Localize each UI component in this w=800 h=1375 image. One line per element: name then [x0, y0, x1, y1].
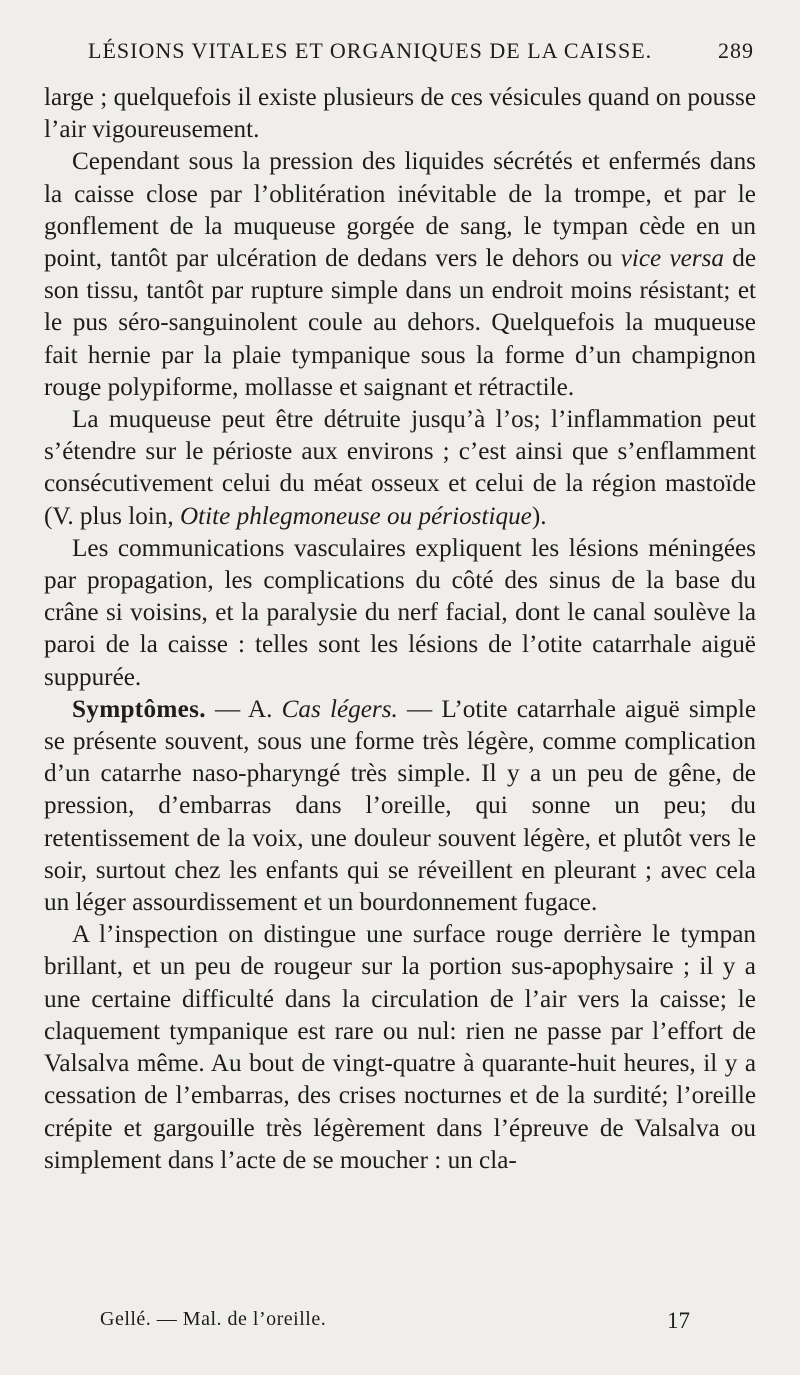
- text-run: de son tissu, tantôt par rupture simple dans un endroit moins résistant; et le pus séro-sanguinolent coule au dehors. Quelquefois la muqueuse fait hernie par la plaie tympanique sous la forme d’un champignon rouge polypiforme, mollasse et saignant et rétractile.: [44, 245, 756, 401]
- paragraph-p1: [44, 82, 756, 146]
- running-head: [88, 38, 754, 70]
- text-run: — L’otite catarrhale aiguë simple se présente souvent, sous une forme très légère, comme complication d’un catarrhe naso-pharyngé très simple. Il y a un peu de gêne, de pression, d’embarras dans l’oreille, qui sonne un peu; du retentissement de la voix, une douleur souvent légère, et plutôt vers le soir, surtout chez les enfants qui se réveillent en pleurant ; avec cela un léger assourdissement et un bourdonnement fugace.: [44, 695, 757, 917]
- text-run: Les communications vasculaires expliquent les lésions méningées par propagation, les complications du côté des sinus de la base du crâne si voisins, et la paralysie du nerf facial, dont le canal soulève la paroi de la caisse : telles sont les lésions de l’otite catarrhale aiguë suppurée.: [44, 534, 756, 691]
- paragraph-p5: [44, 694, 756, 919]
- text-run: Symptômes.: [72, 695, 206, 723]
- body-text: [44, 82, 756, 1177]
- signature-mark: 17: [667, 1308, 690, 1333]
- text-run: large ; quelquefois il existe plusieurs de ces vésicules quand on pousse l’air vigoureusement.: [44, 84, 756, 144]
- paragraph-p6: [44, 919, 756, 1177]
- paragraph-p4: [44, 533, 756, 694]
- page-footer: [100, 1308, 690, 1340]
- text-run: La muqueuse peut être détruite jusqu’à l’os; l’inflammation peut s’étendre sur le périoste aux environs ; c’est ainsi que s’enflamment consécutivement celui du méat osseux et celui de la région mastoïde (V. plus loin,: [44, 406, 756, 530]
- text-run: Cas légers.: [281, 695, 398, 723]
- text-run: Otite phlegmoneuse ou périostique: [179, 502, 532, 530]
- text-run: A l’inspection on distingue une surface rouge derrière le tympan brillant, et un peu de rougeur sur la portion sus-apophysaire ; il y a une certaine difficulté dans la circulation de l’air vers la caisse; le claquement tympanique est rare ou nul: rien ne passe par l’effort de Valsalva même. Au bout de vingt-quatre à quarante-huit heures, il y a cessation de l’embarras, des crises nocturnes et de la surdité; l’oreille crépite et gargouille très légèrement dans l’épreuve de Valsalva ou simplement dans l’acte de se moucher : un cla-: [44, 921, 756, 1174]
- paragraph-p3: [44, 404, 756, 533]
- page-number: 289: [718, 38, 754, 63]
- text-run: Cependant sous la pression des liquides sécrétés et enfermés dans la caisse close par l’oblitération inévitable de la trompe, et par le gonflement de la muqueuse gorgée de sang, le tympan cède en un point, tantôt par ulcération de dedans vers le dehors ou: [44, 148, 756, 273]
- text-run: — A.: [205, 695, 282, 723]
- paragraph-p2: [44, 146, 756, 404]
- running-title: LÉSIONS VITALES ET ORGANIQUES DE LA CAISSE.: [88, 38, 653, 63]
- text-run: vice versa: [620, 245, 724, 273]
- text-run: ).: [531, 502, 547, 530]
- footer-author-line: Gellé. — Mal. de l’oreille.: [100, 1308, 327, 1330]
